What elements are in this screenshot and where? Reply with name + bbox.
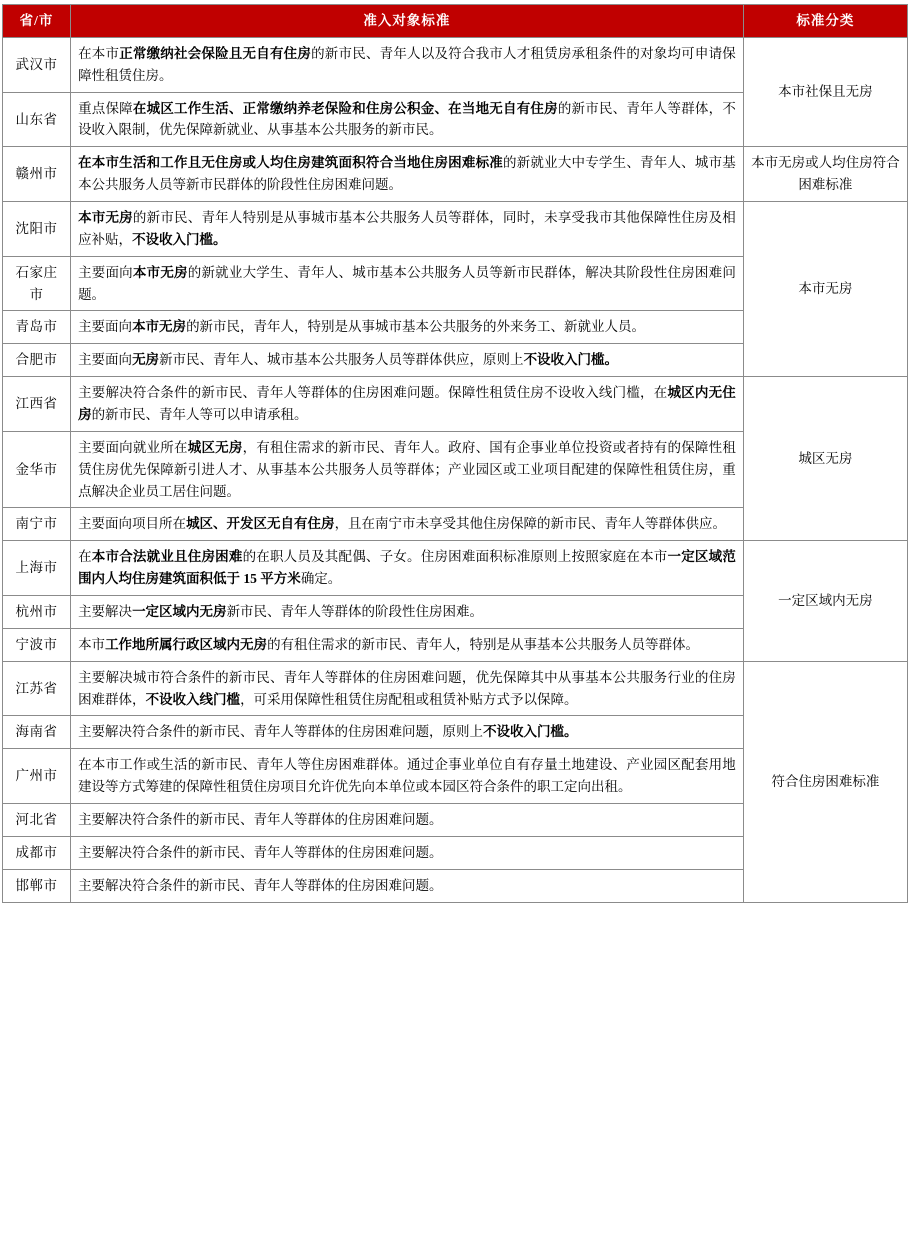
criteria-cell: 主要面向本市无房的新市民，青年人，特别是从事城市基本公共服务的外来务工、新就业人员。 <box>71 311 744 344</box>
region-cell: 海南省 <box>3 716 71 749</box>
criteria-cell: 主要解决符合条件的新市民、青年人等群体的住房困难问题，原则上不设收入门槛。 <box>71 716 744 749</box>
criteria-cell: 主要解决符合条件的新市民、青年人等群体的住房困难问题。保障性租赁住房不设收入线门槛，在城区内无住房的新市民、青年人等可以申请承租。 <box>71 377 744 432</box>
category-cell: 一定区域内无房 <box>743 541 907 661</box>
criteria-cell: 本市工作地所属行政区域内无房的有租住需求的新市民、青年人，特别是从事基本公共服务人员等群体。 <box>71 628 744 661</box>
column-header-criteria: 准入对象标准 <box>71 5 744 38</box>
region-cell: 江西省 <box>3 377 71 432</box>
table-row <box>3 202 908 257</box>
criteria-cell: 在本市生活和工作且无住房或人均住房建筑面积符合当地住房困难标准的新就业大中专学生、青年人、城市基本公共服务人员等新市民群体的阶段性住房困难问题。 <box>71 147 744 202</box>
column-header-category: 标准分类 <box>743 5 907 38</box>
category-cell: 符合住房困难标准 <box>743 661 907 902</box>
column-header-region: 省/市 <box>3 5 71 38</box>
criteria-cell: 本市无房的新市民、青年人特别是从事城市基本公共服务人员等群体，同时，未享受我市其他保障性住房及相应补贴，不设收入门槛。 <box>71 202 744 257</box>
criteria-cell: 在本市合法就业且住房困难的在职人员及其配偶、子女。住房困难面积标准原则上按照家庭在本市一定区域范围内人均住房建筑面积低于 15 平方米确定。 <box>71 541 744 596</box>
region-cell: 河北省 <box>3 804 71 837</box>
criteria-cell: 主要解决符合条件的新市民、青年人等群体的住房困难问题。 <box>71 804 744 837</box>
region-cell: 金华市 <box>3 431 71 508</box>
criteria-cell: 重点保障在城区工作生活、正常缴纳养老保险和住房公积金、在当地无自有住房的新市民、青年人等群体，不设收入限制，优先保障新就业、从事基本公共服务的新市民。 <box>71 92 744 147</box>
table-row <box>3 377 908 432</box>
region-cell: 邯郸市 <box>3 869 71 902</box>
criteria-cell: 主要面向项目所在城区、开发区无自有住房，且在南宁市未享受其他住房保障的新市民、青年人等群体供应。 <box>71 508 744 541</box>
criteria-cell: 主要面向本市无房的新就业大学生、青年人、城市基本公共服务人员等新市民群体，解决其阶段性住房困难问题。 <box>71 256 744 311</box>
region-cell: 广州市 <box>3 749 71 804</box>
criteria-cell: 主要面向就业所在城区无房，有租住需求的新市民、青年人。政府、国有企事业单位投资或者持有的保障性租赁住房优先保障新引进人才、从事基本公共服务人员等群体；产业园区或工业项目配建的保障性租赁住房，重点解决企业员工居住问题。 <box>71 431 744 508</box>
criteria-cell: 在本市工作或生活的新市民、青年人等住房困难群体。通过企事业单位自有存量土地建设、产业园区配套用地建设等方式筹建的保障性租赁住房项目允许优先向本单位或本园区符合条件的职工定向出租。 <box>71 749 744 804</box>
region-cell: 上海市 <box>3 541 71 596</box>
region-cell: 赣州市 <box>3 147 71 202</box>
category-cell: 城区无房 <box>743 377 907 541</box>
header-row <box>3 5 908 38</box>
table-row <box>3 147 908 202</box>
region-cell: 青岛市 <box>3 311 71 344</box>
criteria-cell: 主要解决城市符合条件的新市民、青年人等群体的住房困难问题，优先保障其中从事基本公共服务行业的住房困难群体，不设收入线门槛，可采用保障性租赁住房配租或租赁补贴方式予以保障。 <box>71 661 744 716</box>
region-cell: 江苏省 <box>3 661 71 716</box>
region-cell: 合肥市 <box>3 344 71 377</box>
category-cell: 本市社保且无房 <box>743 37 907 146</box>
region-cell: 成都市 <box>3 836 71 869</box>
category-cell: 本市无房 <box>743 202 907 377</box>
table-row <box>3 37 908 92</box>
region-cell: 南宁市 <box>3 508 71 541</box>
criteria-cell: 主要面向无房新市民、青年人、城市基本公共服务人员等群体供应，原则上不设收入门槛。 <box>71 344 744 377</box>
standards-table <box>2 4 908 903</box>
region-cell: 宁波市 <box>3 628 71 661</box>
table-row <box>3 541 908 596</box>
criteria-cell: 主要解决符合条件的新市民、青年人等群体的住房困难问题。 <box>71 836 744 869</box>
table-body <box>3 37 908 902</box>
criteria-cell: 在本市正常缴纳社会保险且无自有住房的新市民、青年人以及符合我市人才租赁房承租条件的对象均可申请保障性租赁住房。 <box>71 37 744 92</box>
category-cell: 本市无房或人均住房符合困难标准 <box>743 147 907 202</box>
region-cell: 山东省 <box>3 92 71 147</box>
region-cell: 杭州市 <box>3 596 71 629</box>
criteria-cell: 主要解决符合条件的新市民、青年人等群体的住房困难问题。 <box>71 869 744 902</box>
table-header <box>3 5 908 38</box>
region-cell: 武汉市 <box>3 37 71 92</box>
region-cell: 石家庄市 <box>3 256 71 311</box>
table-row <box>3 661 908 716</box>
region-cell: 沈阳市 <box>3 202 71 257</box>
criteria-cell: 主要解决一定区域内无房新市民、青年人等群体的阶段性住房困难。 <box>71 596 744 629</box>
